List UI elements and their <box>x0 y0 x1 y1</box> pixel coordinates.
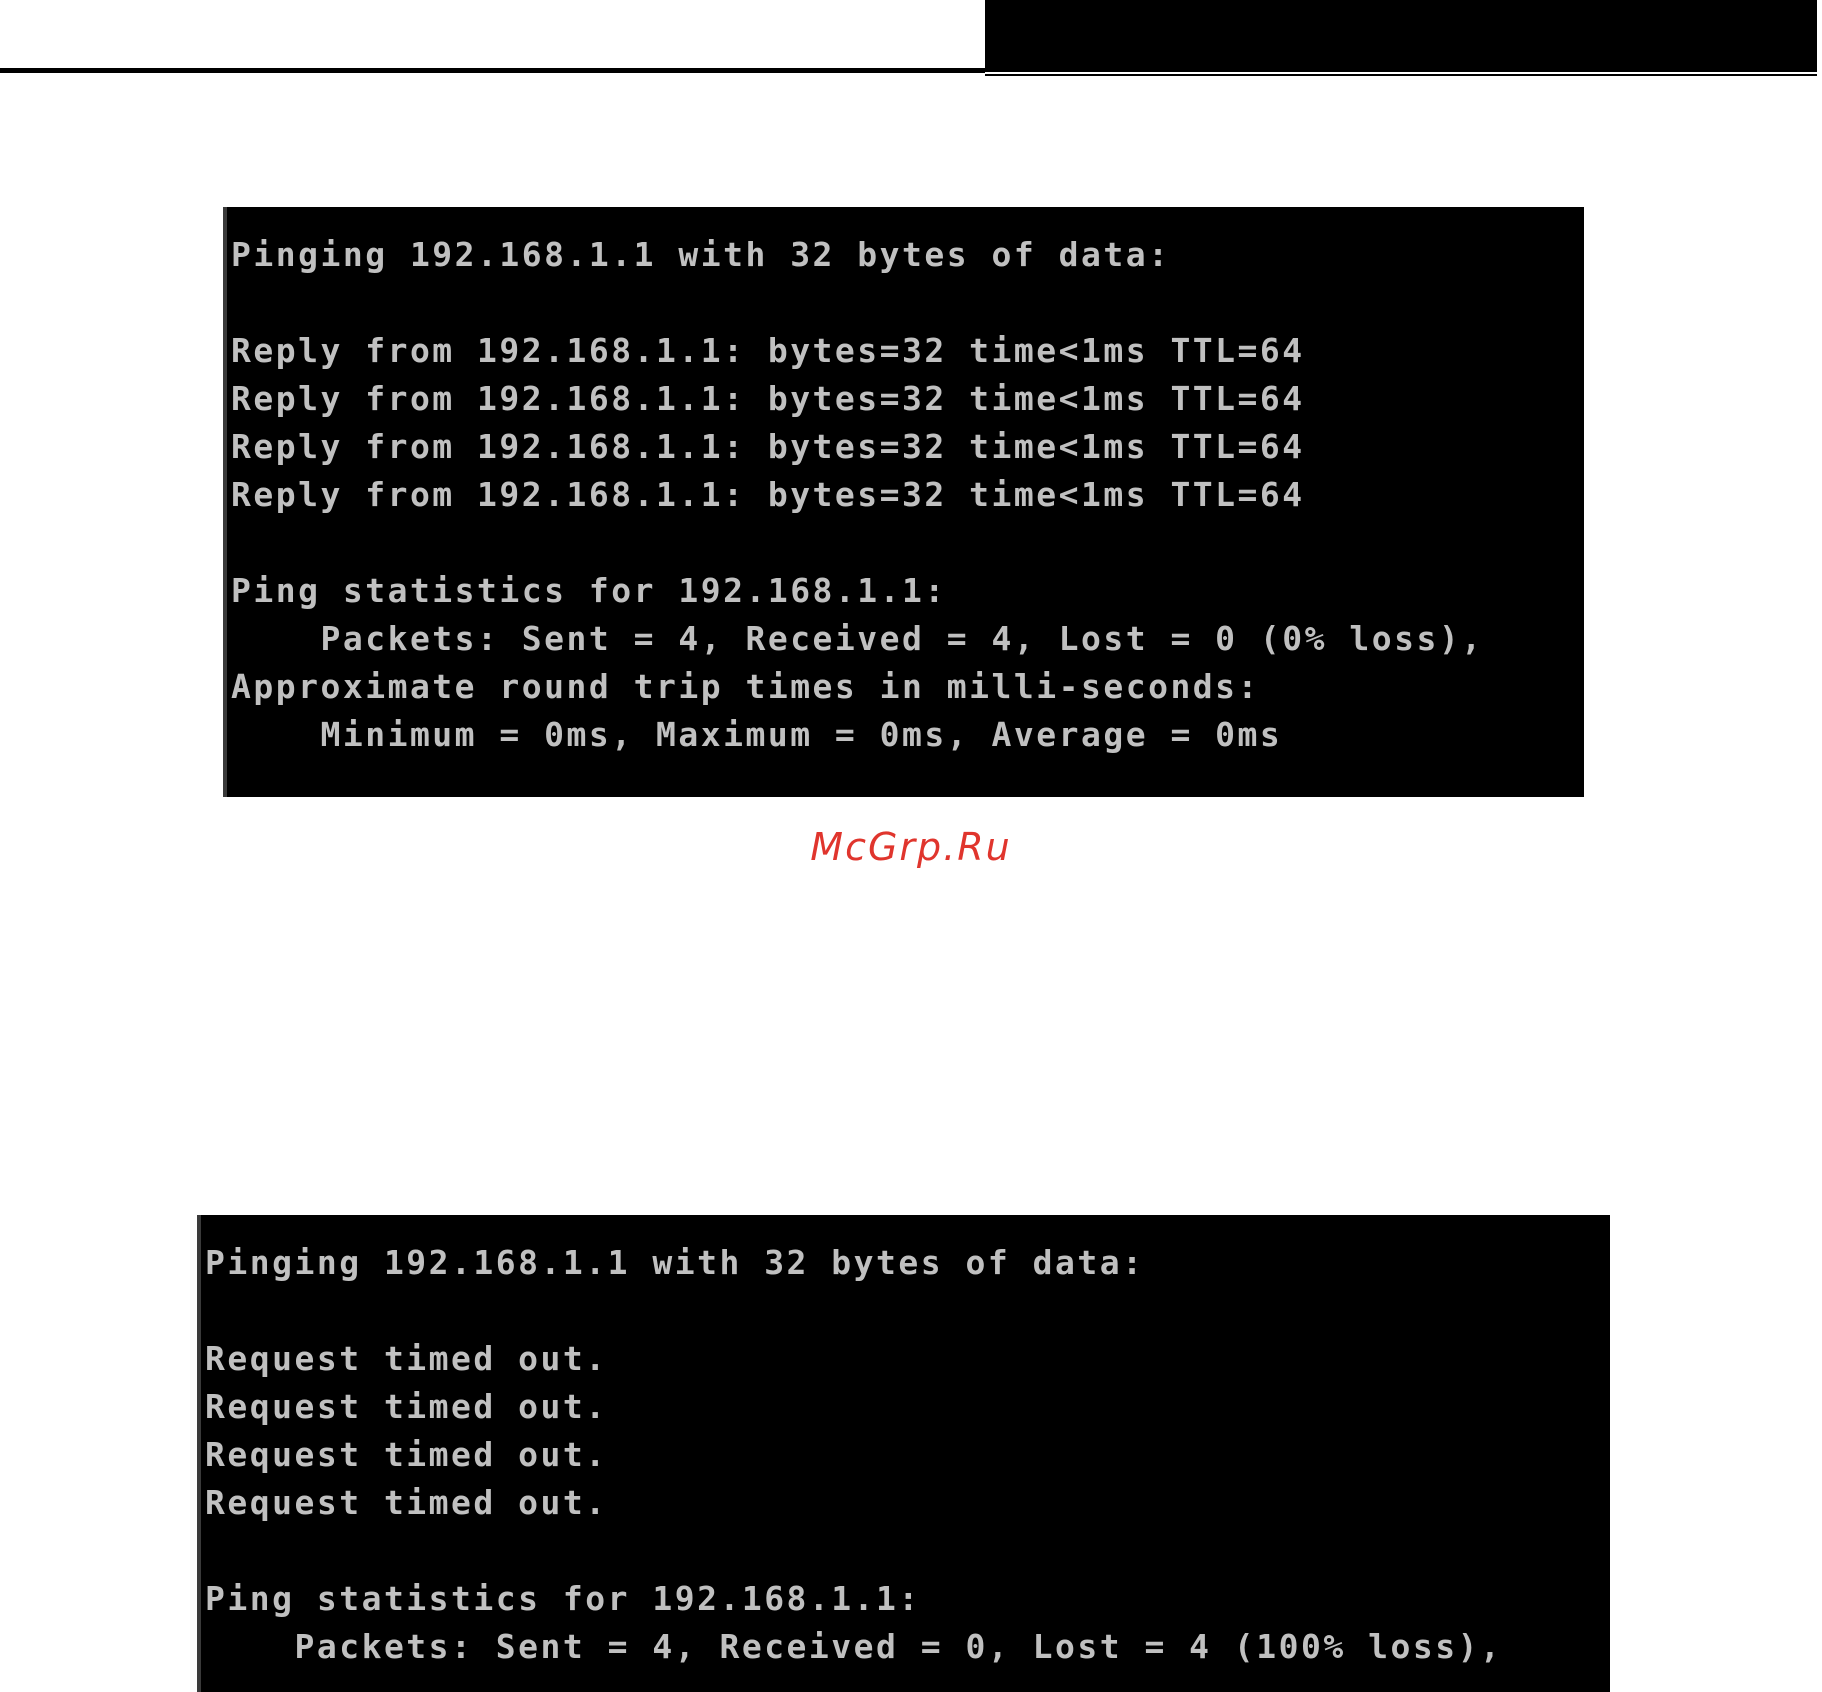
console-line <box>205 1287 1610 1335</box>
console-line: Request timed out. <box>205 1435 608 1474</box>
console-line: Packets: Sent = 4, Received = 0, Lost = 4 (100% loss), <box>205 1627 1503 1666</box>
console-line: Request timed out. <box>205 1387 608 1426</box>
console-line: Request timed out. <box>205 1339 608 1378</box>
console-line: Approximate round trip times in milli-seconds: <box>231 667 1260 706</box>
console-line: Pinging 192.168.1.1 with 32 bytes of data: <box>205 1243 1145 1282</box>
ping-success-console <box>223 207 1584 797</box>
console-line <box>205 1527 1610 1575</box>
console-line: Minimum = 0ms, Maximum = 0ms, Average = 0ms <box>231 715 1283 754</box>
console-line: Reply from 192.168.1.1: bytes=32 time<1ms TTL=64 <box>231 475 1305 514</box>
ping-failure-console <box>197 1215 1610 1692</box>
console-line: Ping statistics for 192.168.1.1: <box>205 1579 921 1618</box>
console-line: Request timed out. <box>205 1483 608 1522</box>
console-line: Reply from 192.168.1.1: bytes=32 time<1ms TTL=64 <box>231 379 1305 418</box>
header-block-underline <box>985 72 1817 76</box>
console-line <box>231 519 1584 567</box>
header-rule <box>0 68 990 73</box>
console-line: Ping statistics for 192.168.1.1: <box>231 571 947 610</box>
console-line: Reply from 192.168.1.1: bytes=32 time<1ms TTL=64 <box>231 331 1305 370</box>
watermark: McGrp.Ru <box>810 825 1012 869</box>
console-line <box>231 279 1584 327</box>
console-line: Pinging 192.168.1.1 with 32 bytes of data: <box>231 235 1171 274</box>
console-line: Reply from 192.168.1.1: bytes=32 time<1ms TTL=64 <box>231 427 1305 466</box>
header-block <box>985 0 1817 72</box>
console-line: Packets: Sent = 4, Received = 4, Lost = 0 (0% loss), <box>231 619 1484 658</box>
